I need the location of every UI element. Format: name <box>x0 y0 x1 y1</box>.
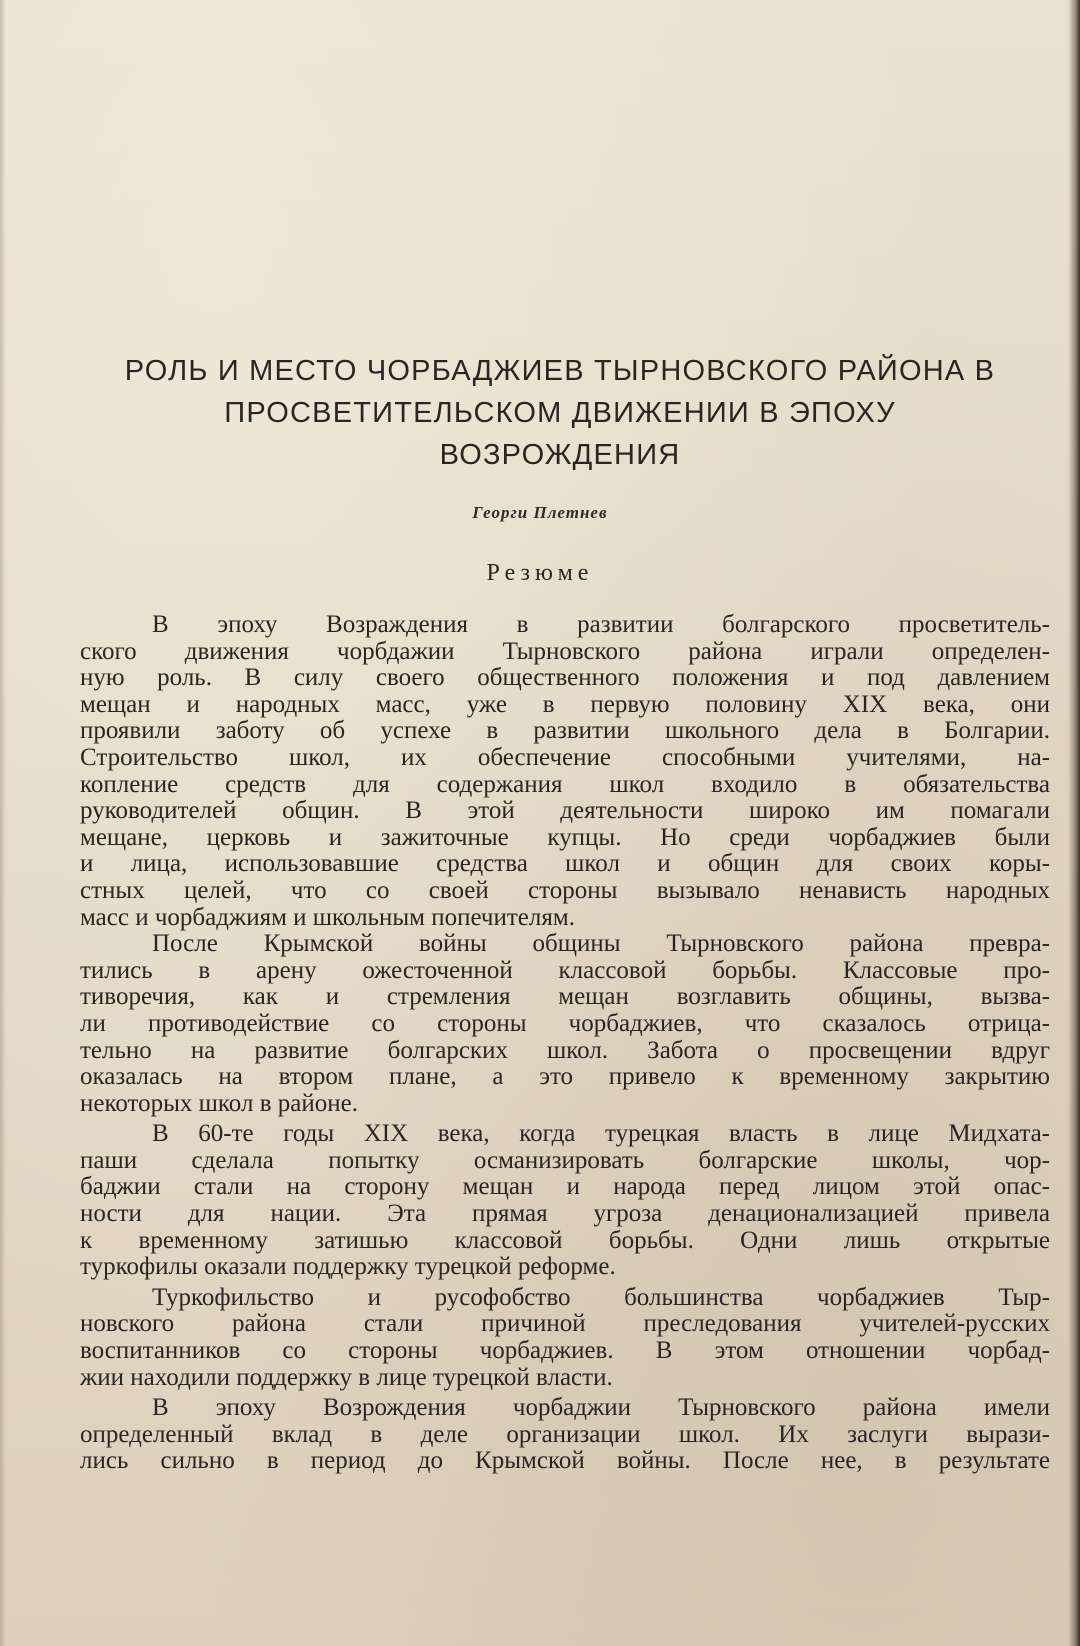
paragraph <box>80 1395 1050 1475</box>
text-line: ли противодействие со стороны чорбаджиев, что сказалось отрица- <box>80 1009 1050 1037</box>
text-line: мещане, церковь и зажиточные купцы. Но среди чорбаджиев были <box>80 823 1050 851</box>
text-line: проявили заботу об успехе в развитии школьного дела в Болгарии. <box>80 717 1050 745</box>
text-line: жии находили поддержку в лице турецкой власти. <box>80 1363 613 1391</box>
paragraph <box>80 612 1050 931</box>
paragraph <box>80 1121 1050 1281</box>
author-name: Георги Плетнев <box>472 503 608 522</box>
text-line: тельно на развитие болгарских школ. Забота о просвещении вдруг <box>80 1036 1050 1064</box>
text-line: определенный вклад в деле организации школ. Их заслуги вырази- <box>80 1420 1050 1448</box>
title-line: РОЛЬ И МЕСТО ЧОРБАДЖИЕВ ТЫРНОВСКОГО РАЙОНА В <box>124 355 996 387</box>
text-line: туркофилы оказали поддержку турецкой реформе. <box>80 1253 616 1281</box>
text-line: ности для нации. Эта прямая угроза денационализацией привела <box>80 1200 1050 1228</box>
text-line: мещан и народных масс, уже в первую половину XIX века, они <box>80 690 1050 718</box>
text-line: В эпоху Возрождения чорбаджии Тырновского района имели <box>152 1394 1050 1422</box>
text-line: стных целей, что со своей стороны вызывало ненависть народных <box>80 876 1050 904</box>
text-line: новского района стали причиной преследования учителей-русских <box>80 1310 1050 1338</box>
title-line: ВОЗРОЖДЕНИЯ <box>439 439 681 471</box>
text-line: баджии стали на сторону мещан и народа перед лицом этой опас- <box>80 1173 1050 1201</box>
text-line: к временному затишью классовой борьбы. Одни лишь открытые <box>80 1226 1050 1254</box>
text-line: В 60-те годы XIX века, когда турецкая власть в лице Мидхата- <box>152 1120 1050 1148</box>
text-line: руководителей общин. В этой деятельности широко им помагали <box>80 797 1050 825</box>
text-line: тиворечия, как и стремления мещан возглавить общины, вызва- <box>80 983 1050 1011</box>
text-line: ную роль. В силу своего общественного положения и под давлением <box>80 664 1050 692</box>
text-line: В эпоху Возраждения в развитии болгарского просветитель- <box>152 611 1050 638</box>
text-line: копление средств для содержания школ входило в обязательства <box>80 770 1050 798</box>
text-line: Туркофильство и русофобство большинства чорбаджиев Тыр- <box>152 1283 1050 1311</box>
text-line: лись сильно в период до Крымской войны. После нее, в результате <box>80 1447 1050 1475</box>
text-line: тились в арену ожесточенной классовой борьбы. Классовые про- <box>80 956 1050 984</box>
text-line: оказалась на втором плане, а это привело к временному закрытию <box>80 1063 1050 1091</box>
text-line: и лица, использовавшие средства школ и общин для своих коры- <box>80 850 1050 878</box>
text-line: паши сделала попытку османизировать болгарские школы, чор- <box>80 1146 1050 1174</box>
title-line: ПРОСВЕТИТЕЛЬСКОМ ДВИЖЕНИИ В ЭПОХУ <box>224 397 896 429</box>
text-line: масс и чорбаджиям и школьным попечителям. <box>80 903 575 931</box>
resume-body <box>80 612 1050 1475</box>
article-title <box>60 350 1060 476</box>
paragraph <box>80 931 1050 1117</box>
paragraph <box>80 1285 1050 1391</box>
section-heading: Резюме <box>486 560 594 586</box>
text-line: некоторых школ в районе. <box>80 1089 358 1117</box>
page-binding-edge <box>1068 0 1080 1646</box>
text-line: ского движения чорбдажии Тырновского района играли определен- <box>80 637 1050 665</box>
page-left-shadow <box>0 0 6 1646</box>
text-line: воспитанников со стороны чорбаджиев. В этом отношении чорбад- <box>80 1337 1050 1365</box>
text-line: После Крымской войны общины Тырновского района превра- <box>152 930 1050 958</box>
text-line: Строительство школ, их обеспечение способными учителями, на- <box>80 743 1050 771</box>
